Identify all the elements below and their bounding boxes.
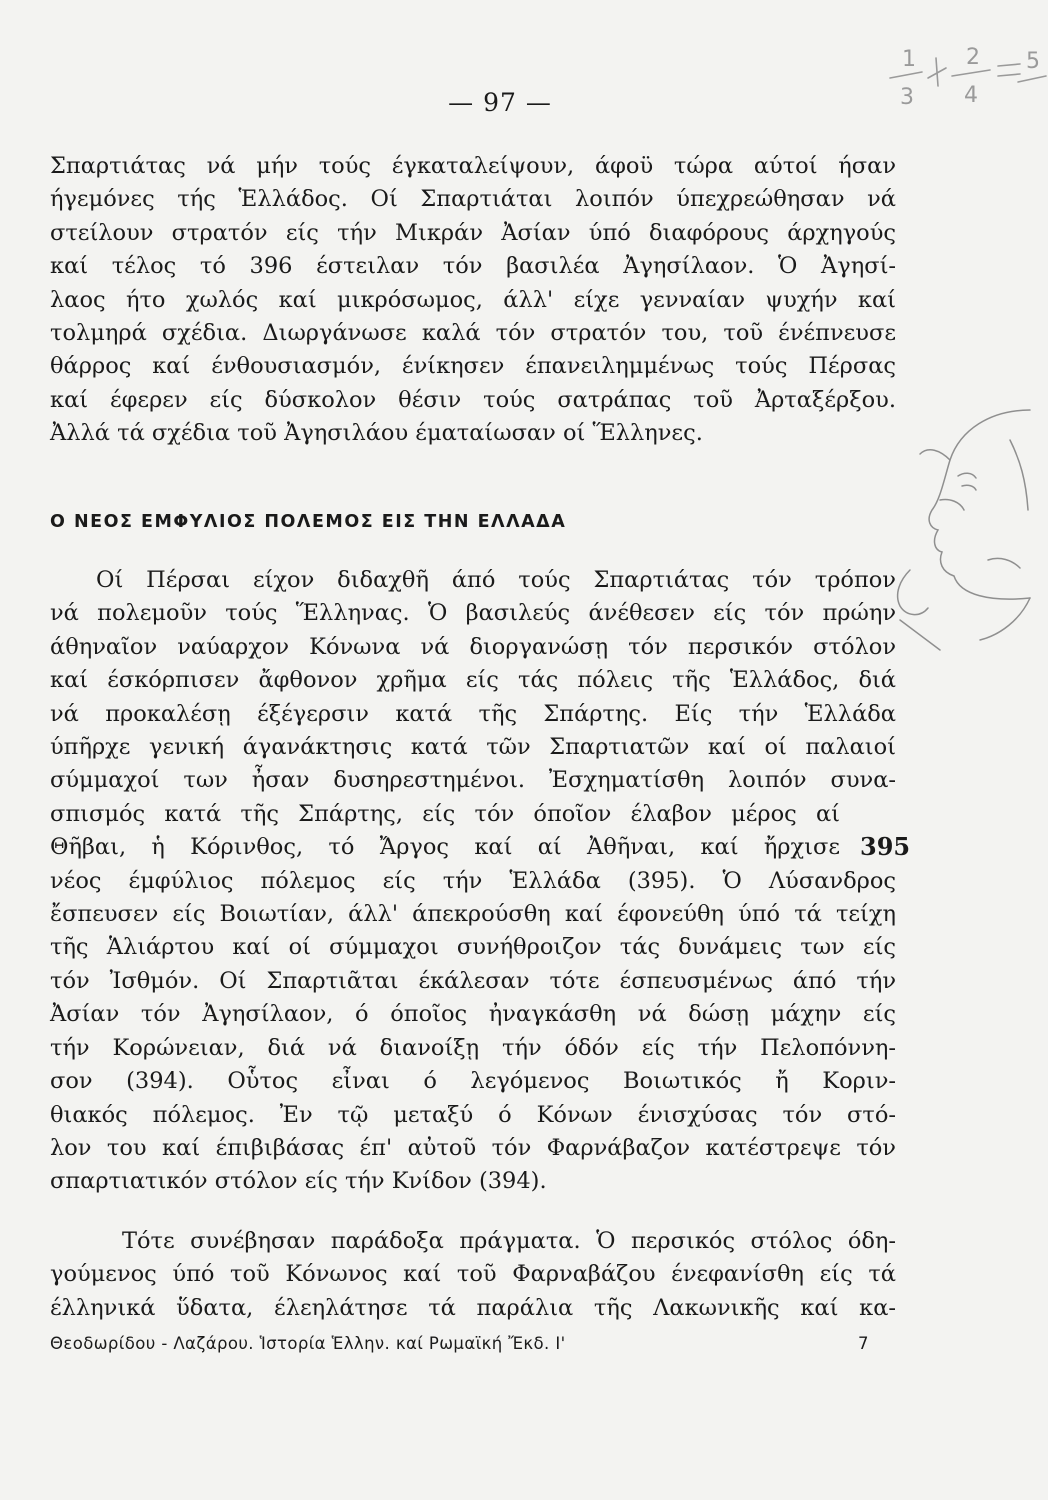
text-line: λαος ήτο χωλός καί μικρόσωμος, άλλ' είχε γενναίαν ψυχήν καί — [50, 286, 896, 313]
text-line: θάρρος καί ένθουσιασμόν, ένίκησεν έπανειλημμένως τούς Πέρσας — [50, 353, 896, 380]
text-line: νά πολεμοῦν τούς Ἕλληνας. Ὁ βασιλεύς άνέθεσεν είς τόν πρώην — [50, 600, 896, 627]
paragraph-1 — [50, 150, 896, 451]
paragraph-3 — [50, 1225, 896, 1325]
text-line: σπαρτιατικόν στόλον είς τήν Κνίδον (394). — [50, 1168, 547, 1195]
text-line: σον (394). Οὗτος εἶναι ό λεγόμενος Βοιωτικός ἤ Κοριν- — [50, 1068, 896, 1095]
text-line: άθηναῖον ναύαρχον Κόνωνα νά διοργανώσῃ τόν περσικόν στόλον — [50, 633, 896, 660]
text-line: καί έφερεν είς δύσκολον θέσιν τούς σατράπας τοῦ Ἀρταξέρξου. — [50, 386, 896, 413]
text-line: γούμενος ύπό τοῦ Κόνωνος καί τοῦ Φαρναβάζου ένεφανίσθη είς τά — [50, 1261, 896, 1288]
text-line: τῆς Ἁλιάρτου καί οί σύμμαχοι συνήθροιζον τάς δυνάμεις των είς — [50, 934, 896, 961]
text-line: τόν Ἰσθμόν. Οί Σπαρτιᾶται έκάλεσαν τότε έσπευσμένως άπό τήν — [50, 967, 896, 994]
text-line: τολμηρά σχέδια. Διωργάνωσε καλά τόν στρατόν του, τοῦ ένέπνευσε — [50, 320, 896, 347]
pencil-face-sketch-icon — [880, 380, 1048, 680]
pencil-fraction-5: 5 — [1026, 49, 1040, 74]
paragraph-2 — [50, 564, 896, 1199]
margin-year-note: 395 — [860, 832, 911, 861]
text-line: σπισμός κατά τῆς Σπάρτης, είς τόν όποῖον έλαβον μέρος αί — [50, 800, 840, 827]
text-line: καί έσκόρπισεν ἄφθονον χρῆμα είς τάς πόλεις τῆς Ἑλλάδος, διά — [50, 667, 896, 694]
footer-sheet-number: 7 — [858, 1334, 869, 1353]
pencil-fraction-1: 1 — [902, 47, 916, 72]
text-line: έλληνικά ὕδατα, έλεηλάτησε τά παράλια τῆς Λακωνικῆς καί κα- — [50, 1294, 896, 1321]
pencil-fraction-2: 3 — [900, 85, 914, 110]
text-line: νά προκαλέσῃ έξέγερσιν κατά τῆς Σπάρτης. Είς τήν Ἑλλάδα — [50, 700, 896, 727]
text-line: νέος έμφύλιος πόλεμος είς τήν Ἑλλάδα (395). Ὁ Λύσανδρος — [50, 867, 896, 894]
footer-citation: Θεοδωρίδου - Λαζάρου. Ἱστορία Ἑλλην. καί Ρωμαϊκή Ἔκδ. Ι' — [50, 1334, 566, 1353]
text-line: Οί Πέρσαι είχον διδαχθῆ άπό τούς Σπαρτιάτας τόν τρόπον — [96, 567, 896, 593]
text-line: Τότε συνέβησαν παράδοξα πράγματα. Ὁ περσικός στόλος όδη- — [122, 1228, 896, 1254]
text-line: Ἀσίαν τόν Ἀγησίλαον, ό όποῖος ἠναγκάσθη νά δώσῃ μάχην είς — [50, 1001, 896, 1028]
text-line: Θῆβαι, ἡ Κόρινθος, τό Ἄργος καί αί Ἀθῆναι, καί ἤρχισε — [50, 834, 840, 861]
text-line: Σπαρτιάτας νά μήν τούς έγκαταλείψουν, άφοϋ τώρα αύτοί ήσαν — [50, 153, 896, 179]
text-line: τήν Κορώνειαν, διά νά διανοίξῃ τήν όδόν είς τήν Πελοπόννη- — [50, 1034, 896, 1061]
text-line: ήγεμόνες τής Ἑλλάδος. Οί Σπαρτιάται λοιπόν ύπεχρεώθησαν νά — [50, 186, 896, 213]
pencil-fraction-4: 4 — [964, 83, 978, 108]
text-line: λον του καί έπιβιβάσας έπ' αὐτοῦ τόν Φαρνάβαζον κατέστρεψε τόν — [50, 1134, 896, 1161]
text-line: Ἀλλά τά σχέδια τοῦ Ἀγησιλάου έματαίωσαν οί Ἕλληνες. — [50, 420, 703, 447]
section-heading: Ο ΝΕΟΣ ΕΜΦΥΛΙΟΣ ΠΟΛΕΜΟΣ ΕΙΣ ΤΗΝ ΕΛΛΑΔΑ — [50, 512, 567, 532]
text-line: καί τέλος τό 396 έστειλαν τόν βασιλέα Ἀγησίλαον. Ὁ Ἀγησί- — [50, 253, 896, 280]
text-line: σύμμαχοί των ἦσαν δυσηρεστημένοι. Ἐσχηματίσθη λοιπόν συνα- — [50, 767, 896, 794]
text-line: στείλουν στρατόν είς τήν Μικράν Ἀσίαν ύπό διαφόρους άρχηγούς — [50, 219, 896, 246]
text-line: ἔσπευσεν είς Βοιωτίαν, άλλ' άπεκρούσθη καί έφονεύθη ύπό τά τείχη — [50, 901, 896, 928]
text-line: ύπῆρχε γενική άγανάκτησις κατά τῶν Σπαρτιατῶν καί οί παλαιοί — [50, 734, 896, 761]
pencil-fraction-3: 2 — [966, 45, 980, 70]
page-number: — 97 — — [448, 88, 552, 117]
text-line: θιακός πόλεμος. Ἐν τῷ μεταξύ ό Κόνων ένισχύσας τόν στό- — [50, 1101, 896, 1128]
